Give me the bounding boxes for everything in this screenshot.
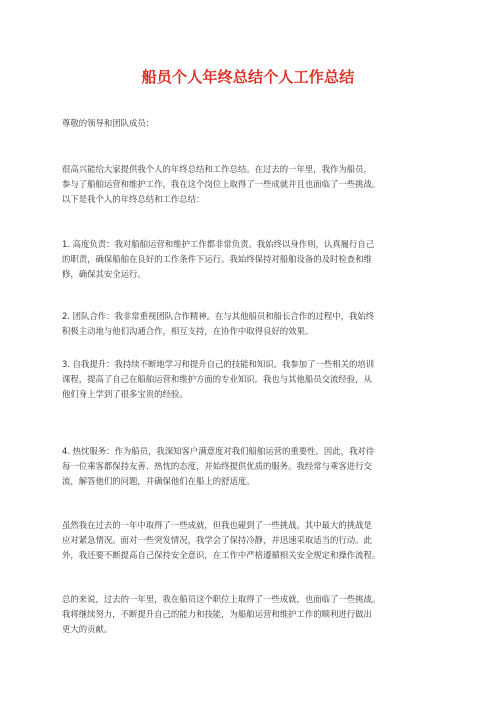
item-line: 课程，提高了自己在船舶运营和维护方面的专业知识。我也与其他船员交流经验，从 [62, 374, 372, 384]
intro-line: 参与了船舶运营和维护工作，我在这个岗位上取得了一些成就并且也面临了一些挑战。 [62, 179, 381, 189]
challenges-line: 应对紧急情况。面对一些突发情况，我学会了保持冷静，并迅速采取适当的行动。此 [62, 535, 372, 545]
item-line: 流，解答他们的问题，并确保他们在船上的舒适度。 [62, 476, 255, 486]
item-responsibility-paragraph [62, 237, 448, 282]
document-title: 船员个人年终总结个人工作总结 [141, 68, 355, 86]
challenges-line: 虽然我在过去的一年中取得了一些成就，但我也碰到了一些挑战。其中最大的挑战是 [62, 520, 372, 530]
item-self-improvement-paragraph [62, 357, 448, 402]
item-line: 1. 高度负责：我对船舶运营和维护工作都非常负责。我始终以身作则，认真履行自己 [62, 239, 375, 249]
item-line: 3. 自我提升：我持续不断地学习和提升自己的技能和知识。我参加了一些相关的培训 [62, 359, 375, 369]
item-line: 2. 团队合作：我非常重视团队合作精神。在与其他船员和船长合作的过程中，我始终 [62, 311, 375, 321]
item-line: 积极主动地与他们沟通合作，相互支持，在协作中取得良好的效果。 [62, 326, 314, 336]
closing-paragraph [62, 592, 448, 637]
closing-line: 我将继续努力，不断提升自己的能力和技能，为船舶运营和维护工作的顺利进行做出 [62, 609, 372, 619]
intro-line: 很高兴能给大家提供我个人的年终总结和工作总结。在过去的一年里，我作为船员， [62, 164, 372, 174]
item-line: 修，确保其安全运行。 [62, 269, 146, 279]
intro-line: 以下是我个人的年终总结和工作总结： [62, 194, 205, 204]
intro-paragraph [62, 162, 448, 207]
greeting-paragraph [62, 116, 448, 131]
item-teamwork-paragraph [62, 309, 448, 339]
challenges-line: 外，我还要不断提高自己保持安全意识，在工作中严格遵循相关安全规定和操作流程。 [62, 550, 381, 560]
item-service-paragraph [62, 444, 448, 489]
item-line: 的职责，确保船舶在良好的工作条件下运行。我始终保持对船舶设备的及时检查和维 [62, 254, 372, 264]
greeting-line: 尊敬的领导和团队成员： [62, 118, 155, 128]
closing-line: 总的来说，过去的一年里，我在船员这个职位上取得了一些成就，也面临了一些挑战。 [62, 594, 381, 604]
item-line: 他们身上学到了很多宝贵的经验。 [62, 389, 188, 399]
item-line: 4. 热忱服务：作为船员，我深知客户满意度对我们船舶运营的重要性。因此，我对待 [62, 446, 375, 456]
challenges-paragraph [62, 518, 448, 563]
item-line: 每一位乘客都保持友善、热忱的态度，并始终提供优质的服务。我经常与乘客进行交 [62, 461, 372, 471]
closing-line: 更大的贡献。 [62, 624, 113, 634]
